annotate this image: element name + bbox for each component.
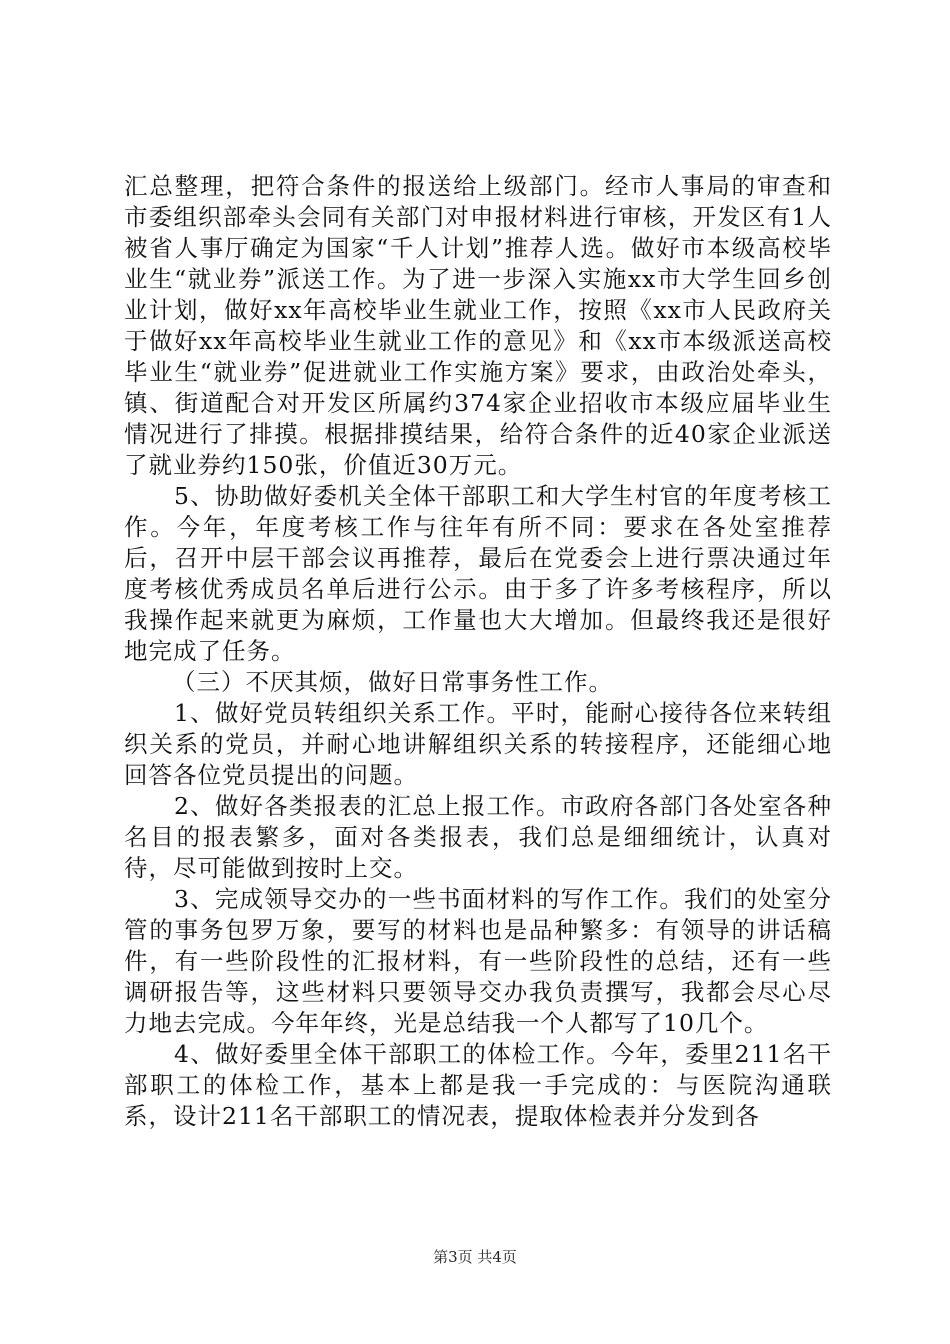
section-heading-3: （三）不厌其烦，做好日常事务性工作。 (172, 668, 613, 696)
paragraph-item-4: 4、做好委里全体干部职工的体检工作。今年，委里211名干部职工的体检工作，基本上都是我一手完成的：与医院沟通联系，设计211名干部职工的情况表，提取体检表并分发到各 (124, 1040, 832, 1130)
paragraph-item-3: 3、完成领导交办的一些书面材料的写作工作。我们的处室分管的事务包罗万象，要写的材料也是品种繁多：有领导的讲话稿件，有一些阶段性的汇报材料，有一些阶段性的总结，还有一些调研报告等，这些材料只要领导交办我负责撰写，我都会尽心尽力地去完成。今年年终，光是总结我一个人都写了10几个。 (124, 885, 832, 1037)
paragraph-continuation: 汇总整理，把符合条件的报送给上级部门。经市人事局的审查和市委组织部牵头会同有关部门对申报材料进行审核，开发区有1人被省人事厅确定为国家“千人计划”推荐人选。做好市本级高校毕业生“就业券”派送工作。为了进一步深入实施xx市大学生回乡创业计划，做好xx年高校毕业生就业工作，按照《xx市人民政府关于做好xx年高校毕业生就业工作的意见》和《xx市本级派送高校毕业生“就业券”促进就业工作实施方案》要求，由政治处牵头，镇、街道配合对开发区所属约374家企业招收市本级应届毕业生情况进行了排摸。根据排摸结果，给符合条件的近40家企业派送了就业券约150张，价值近30万元。 (124, 172, 832, 479)
page-footer: 第3页 共4页 (433, 1248, 517, 1266)
paragraph-item-2: 2、做好各类报表的汇总上报工作。市政府各部门各处室各种名目的报表繁多，面对各类报表，我们总是细细统计，认真对待，尽可能做到按时上交。 (124, 792, 832, 882)
document-body (124, 171, 832, 1132)
paragraph-item-1: 1、做好党员转组织关系工作。平时，能耐心接待各位来转组织关系的党员，并耐心地讲解组织关系的转接程序，还能细心地回答各位党员提出的问题。 (124, 699, 832, 789)
paragraph-item-5: 5、协助做好委机关全体干部职工和大学生村官的年度考核工作。今年，年度考核工作与往年有所不同：要求在各处室推荐后，召开中层干部会议再推荐，最后在党委会上进行票决通过年度考核优秀成员名单后进行公示。由于多了许多考核程序，所以我操作起来就更为麻烦，工作量也大大增加。但最终我还是很好地完成了任务。 (124, 482, 832, 665)
